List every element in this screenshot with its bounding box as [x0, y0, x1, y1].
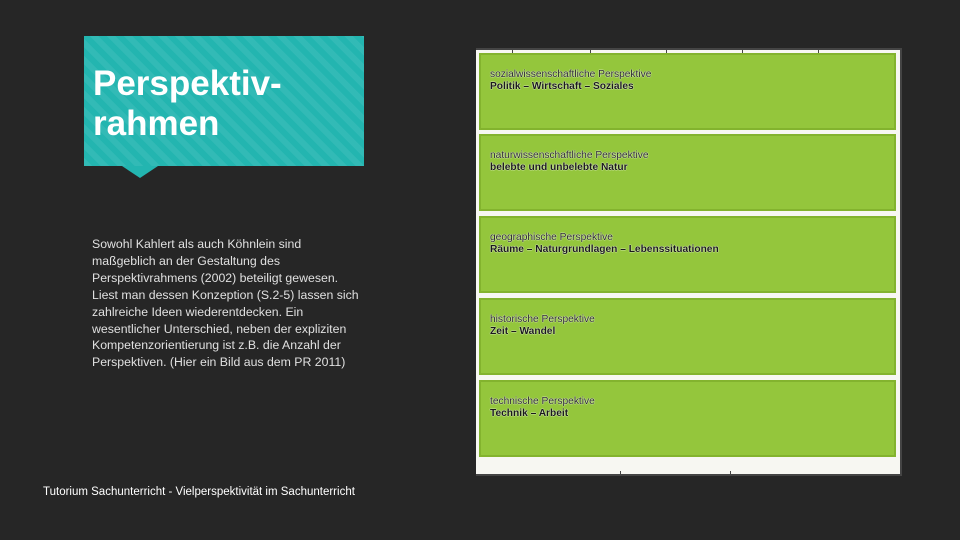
panel-title: sozialwissenschaftliche Perspektive	[490, 69, 652, 80]
title-banner	[84, 36, 364, 166]
body-text: Sowohl Kahlert als auch Köhnlein sind maßgeblich an der Gestaltung des Perspektivrahmens (2002) beteiligt gewesen. Liest man dessen Konzeption (S.2-5) lassen sich zahlreiche Ideen wiederentdecken. Ein wesentlicher Unterschied, neben der expliziten Kompetenzorientierung ist z.B. die Anzahl der Perspektiven. (Hier ein Bild aus dem PR 2011)	[92, 237, 359, 370]
figure-tick	[620, 471, 621, 476]
panel-subtitle: belebte und unbelebte Natur	[490, 162, 628, 173]
figure-tick	[730, 471, 731, 476]
panel-subtitle: Technik – Arbeit	[490, 408, 569, 419]
title-line-1: Perspektiv-	[93, 64, 282, 103]
panel-subtitle: Zeit – Wandel	[490, 326, 556, 337]
panel-title: historische Perspektive	[490, 314, 595, 325]
title-line-2: rahmen	[93, 104, 220, 143]
panel-subtitle: Politik – Wirtschaft – Soziales	[490, 81, 634, 92]
perspective-panel-technology	[479, 380, 896, 457]
footer-text: Tutorium Sachunterricht - Vielperspektivität im Sachunterricht	[43, 486, 355, 498]
panel-subtitle: Räume – Naturgrundlagen – Lebenssituationen	[490, 244, 719, 255]
perspective-panel-geography	[479, 216, 896, 293]
panel-title: geographische Perspektive	[490, 232, 613, 243]
slide-title	[93, 64, 364, 144]
perspective-panel-history	[479, 298, 896, 375]
perspective-panel-science	[479, 134, 896, 211]
panel-title: technische Perspektive	[490, 396, 595, 407]
perspective-figure	[476, 48, 902, 476]
panel-title: naturwissenschaftliche Perspektive	[490, 150, 649, 161]
perspective-panel-social	[479, 53, 896, 130]
title-banner-pointer	[122, 166, 158, 178]
